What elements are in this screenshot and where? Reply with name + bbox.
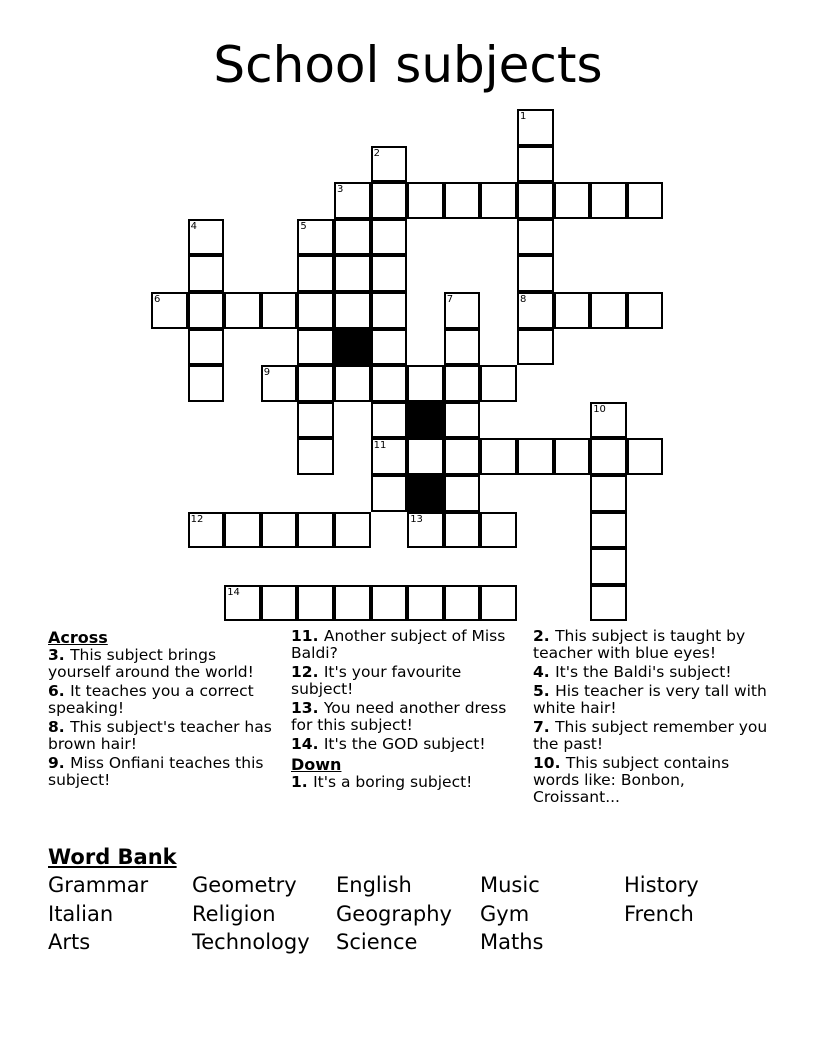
grid-cell[interactable] bbox=[590, 182, 627, 219]
grid-cell[interactable] bbox=[627, 292, 664, 329]
grid-cell[interactable] bbox=[371, 292, 408, 329]
grid-cell[interactable] bbox=[297, 512, 334, 549]
grid-cell[interactable] bbox=[297, 255, 334, 292]
clue-item bbox=[533, 628, 773, 662]
grid-cell[interactable] bbox=[224, 512, 261, 549]
clue-number: 1 bbox=[520, 111, 527, 122]
clue-text: Another subject of Miss Baldi? bbox=[291, 627, 506, 662]
clue-number: 5. bbox=[533, 682, 556, 700]
grid-cell[interactable] bbox=[517, 219, 554, 256]
grid-cell[interactable] bbox=[334, 255, 371, 292]
clue-item bbox=[48, 647, 283, 681]
clue-text: Miss Onfiani teaches this subject! bbox=[48, 754, 264, 789]
clue-item bbox=[533, 755, 773, 806]
clue-number: 2. bbox=[533, 627, 556, 645]
grid-cell[interactable] bbox=[590, 548, 627, 585]
clue-item bbox=[291, 736, 521, 753]
grid-cell[interactable] bbox=[480, 585, 517, 622]
grid-cell[interactable] bbox=[334, 292, 371, 329]
clue-text: It's the GOD subject! bbox=[323, 735, 486, 753]
grid-cell[interactable] bbox=[297, 402, 334, 439]
grid-cell[interactable] bbox=[188, 219, 225, 256]
grid-cell[interactable] bbox=[261, 585, 298, 622]
word-bank-item: Science bbox=[336, 930, 418, 954]
grid-cell[interactable] bbox=[224, 292, 261, 329]
grid-cell[interactable] bbox=[297, 292, 334, 329]
grid-cell[interactable] bbox=[517, 146, 554, 183]
grid-cell[interactable] bbox=[261, 512, 298, 549]
clue-number: 1. bbox=[291, 773, 314, 791]
grid-cell[interactable] bbox=[590, 585, 627, 622]
word-bank-item: Technology bbox=[192, 930, 310, 954]
word-bank-item: Arts bbox=[48, 930, 91, 954]
grid-cell[interactable] bbox=[517, 292, 554, 329]
grid-cell[interactable] bbox=[407, 512, 444, 549]
grid-cell[interactable] bbox=[554, 438, 591, 475]
page-title: School subjects bbox=[213, 36, 603, 94]
clue-number: 12 bbox=[190, 513, 204, 525]
grid-cell[interactable] bbox=[517, 182, 554, 219]
clue-item bbox=[291, 628, 521, 662]
clue-text: It's your favourite subject! bbox=[291, 663, 462, 698]
clue-number: 6 bbox=[154, 294, 161, 305]
grid-cell[interactable] bbox=[297, 219, 334, 256]
grid-cell[interactable] bbox=[590, 438, 627, 475]
clue-number: 14. bbox=[291, 735, 324, 753]
clue-number: 2 bbox=[373, 147, 380, 159]
black-cell bbox=[334, 329, 371, 366]
grid-cell[interactable] bbox=[444, 402, 481, 439]
grid-cell[interactable] bbox=[224, 585, 261, 622]
grid-cell[interactable] bbox=[517, 255, 554, 292]
grid-cell[interactable] bbox=[407, 585, 444, 622]
clue-text: It's a boring subject! bbox=[313, 773, 473, 791]
clue-text: This subject is taught by teacher with blue eyes! bbox=[533, 627, 746, 662]
clue-number: 13 bbox=[410, 513, 423, 525]
clue-number: 5 bbox=[300, 220, 307, 232]
grid-cell[interactable] bbox=[371, 585, 408, 622]
word-bank-item: Grammar bbox=[48, 873, 149, 897]
word-bank-item: History bbox=[624, 873, 699, 897]
clues-across-column bbox=[48, 628, 283, 791]
clue-item bbox=[291, 700, 521, 734]
across-header: Across bbox=[48, 628, 108, 647]
clue-text: This subject contains words like: Bonbon, Croissant... bbox=[533, 754, 730, 806]
clue-number: 11 bbox=[373, 440, 387, 452]
clue-number: 11. bbox=[291, 627, 324, 645]
word-bank-item: Geography bbox=[336, 901, 452, 926]
word-bank-item: French bbox=[624, 901, 694, 926]
crossword-grid bbox=[152, 110, 665, 623]
grid-cell[interactable] bbox=[480, 512, 517, 549]
grid-cell[interactable] bbox=[297, 329, 334, 366]
grid-cell[interactable] bbox=[444, 365, 481, 402]
grid-cell[interactable] bbox=[517, 109, 554, 146]
grid-cell[interactable] bbox=[627, 182, 664, 219]
grid-cell[interactable] bbox=[371, 255, 408, 292]
black-cell bbox=[407, 475, 444, 512]
grid-cell[interactable] bbox=[297, 585, 334, 622]
clue-number: 10 bbox=[593, 403, 606, 415]
clue-item bbox=[291, 664, 521, 698]
grid-cell[interactable] bbox=[444, 329, 481, 366]
clue-item bbox=[291, 774, 521, 791]
clue-number: 3. bbox=[48, 646, 71, 664]
clue-number: 8. bbox=[48, 718, 71, 736]
grid-cell[interactable] bbox=[444, 475, 481, 512]
grid-cell[interactable] bbox=[554, 292, 591, 329]
grid-cell[interactable] bbox=[297, 365, 334, 402]
clue-number: 8 bbox=[520, 294, 527, 305]
grid-cell[interactable] bbox=[444, 585, 481, 622]
clue-text: This subject brings yourself around the world! bbox=[48, 646, 254, 681]
clue-number: 4 bbox=[190, 220, 197, 232]
grid-cell[interactable] bbox=[590, 292, 627, 329]
grid-cell[interactable] bbox=[334, 585, 371, 622]
clues-down-column bbox=[533, 628, 773, 808]
grid-cell[interactable] bbox=[480, 438, 517, 475]
grid-cell[interactable] bbox=[371, 402, 408, 439]
clue-number: 3 bbox=[337, 184, 344, 196]
grid-cell[interactable] bbox=[590, 512, 627, 549]
grid-cell[interactable] bbox=[407, 438, 444, 475]
clue-item bbox=[48, 755, 283, 789]
word-bank-item: Maths bbox=[480, 930, 544, 954]
grid-cell[interactable] bbox=[334, 365, 371, 402]
clue-text: It teaches you a correct speaking! bbox=[48, 682, 254, 717]
down-header: Down bbox=[291, 755, 342, 774]
black-cell bbox=[407, 402, 444, 439]
clue-number: 4. bbox=[533, 663, 556, 681]
word-bank-item: English bbox=[336, 873, 412, 897]
clue-item bbox=[48, 683, 283, 717]
clues-middle-column bbox=[291, 628, 521, 793]
grid-cell[interactable] bbox=[188, 292, 225, 329]
grid-cell[interactable] bbox=[371, 329, 408, 366]
word-bank-item: Religion bbox=[192, 901, 276, 926]
clue-item bbox=[533, 719, 773, 753]
grid-cell[interactable] bbox=[371, 475, 408, 512]
grid-cell[interactable] bbox=[334, 512, 371, 549]
clue-item bbox=[533, 683, 773, 717]
grid-cell[interactable] bbox=[627, 438, 664, 475]
clue-number: 13. bbox=[291, 699, 324, 717]
clue-number: 9 bbox=[263, 367, 271, 379]
grid-cell[interactable] bbox=[444, 182, 481, 219]
grid-cell[interactable] bbox=[334, 182, 371, 219]
grid-cell[interactable] bbox=[371, 438, 408, 475]
grid-cell[interactable] bbox=[261, 292, 298, 329]
clue-number: 7 bbox=[446, 294, 454, 305]
clue-text: You need another dress for this subject! bbox=[291, 699, 507, 734]
grid-cell[interactable] bbox=[517, 329, 554, 366]
word-bank-item: Gym bbox=[480, 901, 530, 926]
clue-text: This subject remember you the past! bbox=[533, 718, 768, 753]
grid-cell[interactable] bbox=[517, 438, 554, 475]
grid-cell[interactable] bbox=[407, 365, 444, 402]
clue-text: His teacher is very tall with white hair! bbox=[533, 682, 767, 717]
grid-cell[interactable] bbox=[151, 292, 188, 329]
clue-number: 12. bbox=[291, 663, 324, 681]
grid-cell[interactable] bbox=[444, 512, 481, 549]
grid-cell[interactable] bbox=[407, 182, 444, 219]
clue-item bbox=[48, 719, 283, 753]
grid-cell[interactable] bbox=[188, 365, 225, 402]
word-bank-title: Word Bank bbox=[48, 845, 177, 869]
grid-cell[interactable] bbox=[371, 365, 408, 402]
clue-number: 14 bbox=[227, 586, 240, 598]
grid-cell[interactable] bbox=[590, 402, 627, 439]
grid-cell[interactable] bbox=[371, 219, 408, 256]
clue-text: It's the Baldi's subject! bbox=[555, 663, 732, 681]
grid-cell[interactable] bbox=[188, 329, 225, 366]
grid-cell[interactable] bbox=[371, 146, 408, 183]
word-bank-item: Italian bbox=[48, 901, 114, 926]
grid-cell[interactable] bbox=[554, 182, 591, 219]
clue-number: 7. bbox=[533, 718, 556, 736]
grid-cell[interactable] bbox=[480, 365, 517, 402]
grid-cell[interactable] bbox=[590, 475, 627, 512]
grid-cell[interactable] bbox=[371, 182, 408, 219]
grid-cell[interactable] bbox=[334, 219, 371, 256]
clue-number: 9. bbox=[48, 754, 71, 772]
clue-item bbox=[533, 664, 773, 681]
word-bank bbox=[48, 871, 778, 957]
clue-text: This subject's teacher has brown hair! bbox=[48, 718, 272, 753]
grid-cell[interactable] bbox=[444, 292, 481, 329]
clue-number: 6. bbox=[48, 682, 71, 700]
grid-cell[interactable] bbox=[297, 438, 334, 475]
grid-cell[interactable] bbox=[444, 438, 481, 475]
grid-cell[interactable] bbox=[188, 255, 225, 292]
grid-cell[interactable] bbox=[188, 512, 225, 549]
word-bank-item: Geometry bbox=[192, 873, 297, 897]
grid-cell[interactable] bbox=[261, 365, 298, 402]
grid-cell[interactable] bbox=[480, 182, 517, 219]
clue-number: 10. bbox=[533, 754, 566, 772]
word-bank-item: Music bbox=[480, 873, 540, 897]
